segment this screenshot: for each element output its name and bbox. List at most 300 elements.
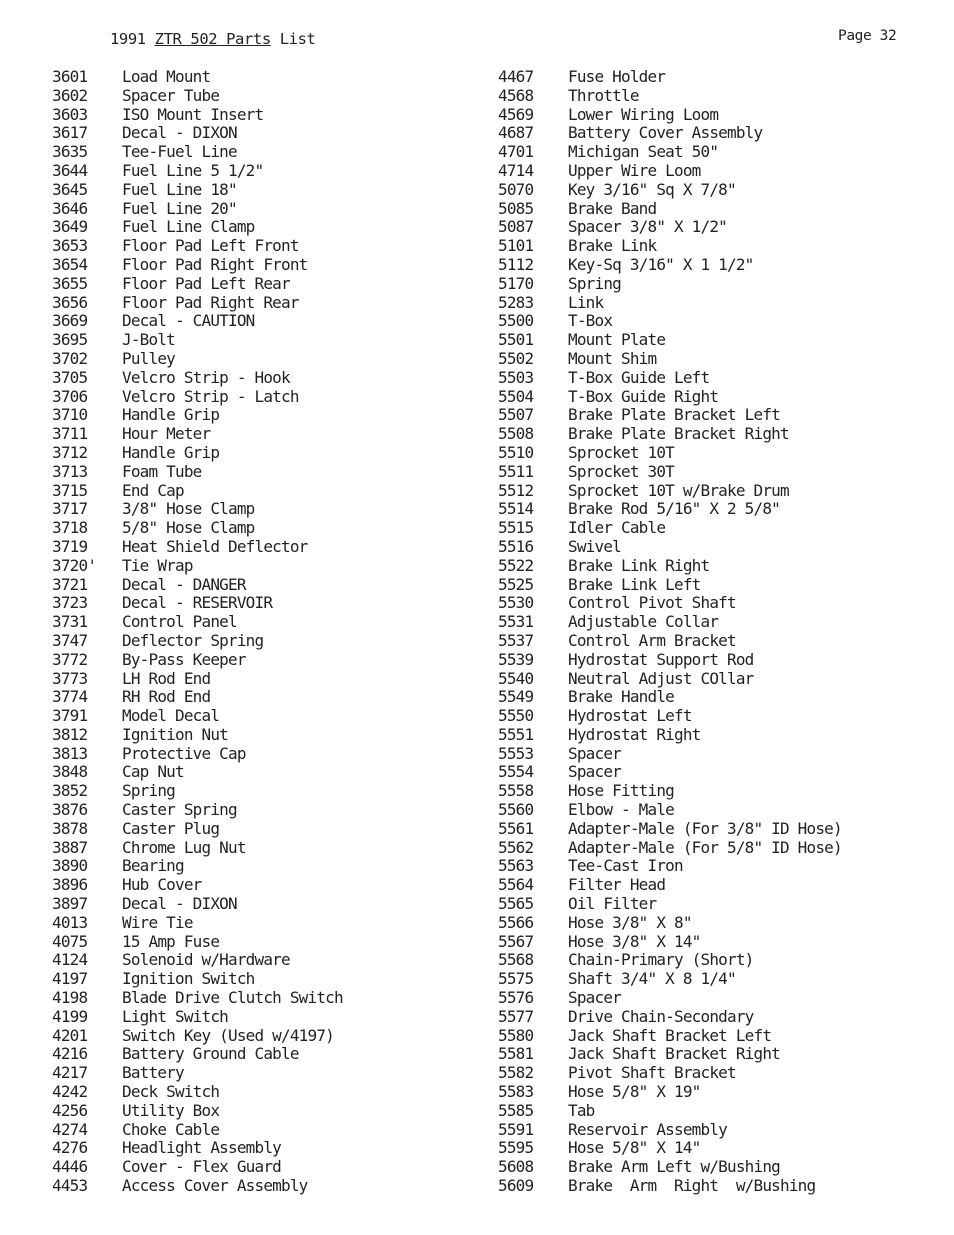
- part-description: Brake Arm Left w/Bushing: [568, 1157, 780, 1177]
- part-description: Deck Switch: [122, 1082, 220, 1102]
- part-description: Brake Handle: [568, 687, 674, 707]
- part-row: [52, 106, 343, 125]
- part-description: Hydrostat Support Rod: [568, 649, 754, 669]
- part-description: Light Switch: [122, 1006, 228, 1026]
- part-number: 5553: [498, 743, 534, 763]
- part-description: Fuel Line 20": [122, 198, 237, 218]
- part-number: 5563: [498, 856, 534, 876]
- part-row: [52, 651, 343, 670]
- title-year: 1991: [110, 30, 146, 48]
- part-row: [498, 331, 842, 350]
- part-number: 3654: [52, 254, 88, 274]
- part-row: [498, 482, 842, 501]
- part-number: 5561: [498, 818, 534, 838]
- part-number: 4274: [52, 1119, 88, 1139]
- part-row: [52, 369, 343, 388]
- part-number: 4568: [498, 85, 534, 105]
- part-row: [52, 143, 343, 162]
- parts-list-left-column: [52, 68, 343, 1196]
- part-row: [52, 895, 343, 914]
- part-description: Model Decal: [122, 706, 220, 726]
- part-number: 5554: [498, 762, 534, 782]
- part-description: Load Mount: [122, 67, 211, 86]
- part-description: Spring: [122, 781, 175, 801]
- part-row: [52, 726, 343, 745]
- part-description: Swivel: [568, 536, 621, 556]
- part-description: Brake Arm Right w/Bushing: [568, 1176, 816, 1196]
- part-number: 5591: [498, 1119, 534, 1139]
- part-number: 3721: [52, 574, 88, 594]
- part-row: [498, 218, 842, 237]
- part-number: 5070: [498, 179, 534, 199]
- part-row: [498, 275, 842, 294]
- part-number: 5583: [498, 1082, 534, 1102]
- part-row: [52, 632, 343, 651]
- part-description: Velcro Strip - Hook: [122, 367, 290, 387]
- part-row: [498, 1008, 842, 1027]
- part-row: [498, 124, 842, 143]
- part-row: [498, 312, 842, 331]
- part-description: Switch Key (Used w/4197): [122, 1025, 334, 1045]
- part-number: 5504: [498, 386, 534, 406]
- part-row: [498, 745, 842, 764]
- part-number: 3719: [52, 536, 88, 556]
- part-row: [52, 1064, 343, 1083]
- part-row: [52, 933, 343, 952]
- part-number: 3713: [52, 461, 88, 481]
- part-number: 3812: [52, 724, 88, 744]
- part-number: 3711: [52, 424, 88, 444]
- title-model: ZTR 502 Parts: [154, 30, 271, 48]
- part-description: Tab: [568, 1100, 595, 1120]
- part-description: Oil Filter: [568, 894, 657, 914]
- part-row: [52, 876, 343, 895]
- part-number: 3712: [52, 442, 88, 462]
- part-number: 3706: [52, 386, 88, 406]
- part-description: Floor Pad Left Rear: [122, 273, 290, 293]
- part-number: 5582: [498, 1063, 534, 1083]
- part-description: LH Rod End: [122, 668, 211, 688]
- part-row: [498, 294, 842, 313]
- part-description: Handle Grip: [122, 442, 220, 462]
- part-description: Spacer Tube: [122, 85, 220, 105]
- part-description: Caster Plug: [122, 818, 220, 838]
- part-row: [498, 444, 842, 463]
- part-description: Decal - CAUTION: [122, 311, 255, 331]
- part-number: 5558: [498, 781, 534, 801]
- part-description: Velcro Strip - Latch: [122, 386, 299, 406]
- part-row: [498, 895, 842, 914]
- part-number: 5085: [498, 198, 534, 218]
- part-description: Lower Wiring Loom: [568, 104, 719, 124]
- part-description: Drive Chain-Secondary: [568, 1006, 754, 1026]
- part-description: Headlight Assembly: [122, 1138, 281, 1158]
- part-description: 5/8" Hose Clamp: [122, 518, 255, 538]
- part-number: 5595: [498, 1138, 534, 1158]
- part-row: [498, 1102, 842, 1121]
- part-number: 3897: [52, 894, 88, 914]
- part-row: [498, 763, 842, 782]
- part-description: Choke Cable: [122, 1119, 220, 1139]
- part-description: Utility Box: [122, 1100, 220, 1120]
- part-number: 5530: [498, 593, 534, 613]
- part-row: [498, 782, 842, 801]
- part-number: 3731: [52, 612, 88, 632]
- part-description: Elbow - Male: [568, 800, 674, 820]
- part-row: [52, 970, 343, 989]
- part-description: Hose Fitting: [568, 781, 674, 801]
- part-row: [498, 576, 842, 595]
- part-number: 3774: [52, 687, 88, 707]
- part-row: [52, 951, 343, 970]
- part-number: 5567: [498, 931, 534, 951]
- part-description: Floor Pad Right Rear: [122, 292, 299, 312]
- part-row: [498, 87, 842, 106]
- part-number: 3669: [52, 311, 88, 331]
- part-description: Hose 3/8" X 14": [568, 931, 701, 951]
- part-description: Adjustable Collar: [568, 612, 719, 632]
- part-number: 3656: [52, 292, 88, 312]
- part-description: Reservoir Assembly: [568, 1119, 727, 1139]
- part-description: Hub Cover: [122, 875, 202, 895]
- part-number: 3791: [52, 706, 88, 726]
- part-row: [498, 688, 842, 707]
- part-row: [498, 463, 842, 482]
- part-row: [52, 181, 343, 200]
- part-description: Battery: [122, 1063, 184, 1083]
- part-description: Control Pivot Shaft: [568, 593, 736, 613]
- part-row: [498, 1027, 842, 1046]
- part-row: [52, 388, 343, 407]
- part-number: 4199: [52, 1006, 88, 1026]
- part-row: [52, 670, 343, 689]
- part-description: Control Arm Bracket: [568, 630, 736, 650]
- part-row: [498, 425, 842, 444]
- part-description: Upper Wire Loom: [568, 160, 701, 180]
- part-row: [52, 519, 343, 538]
- part-row: [52, 331, 343, 350]
- part-number: 5580: [498, 1025, 534, 1045]
- part-number: 5560: [498, 800, 534, 820]
- part-row: [52, 857, 343, 876]
- part-number: 3603: [52, 104, 88, 124]
- part-description: Adapter-Male (For 5/8" ID Hose): [568, 837, 842, 857]
- part-description: Brake Link Left: [568, 574, 701, 594]
- part-number: 5507: [498, 405, 534, 425]
- part-description: Sprocket 30T: [568, 461, 674, 481]
- part-description: Heat Shield Deflector: [122, 536, 308, 556]
- part-number: 5525: [498, 574, 534, 594]
- part-row: [498, 181, 842, 200]
- part-description: Battery Ground Cable: [122, 1044, 299, 1064]
- part-row: [498, 557, 842, 576]
- part-description: Sprocket 10T: [568, 442, 674, 462]
- part-row: [52, 294, 343, 313]
- part-description: Throttle: [568, 85, 639, 105]
- part-description: Handle Grip: [122, 405, 220, 425]
- part-description: Shaft 3/4" X 8 1/4": [568, 969, 736, 989]
- part-row: [498, 801, 842, 820]
- part-row: [498, 632, 842, 651]
- part-row: [498, 839, 842, 858]
- part-description: Brake Plate Bracket Left: [568, 405, 780, 425]
- part-row: [52, 707, 343, 726]
- part-description: Foam Tube: [122, 461, 202, 481]
- part-row: [498, 876, 842, 895]
- part-row: [498, 1045, 842, 1064]
- part-number: 4217: [52, 1063, 88, 1083]
- part-number: 5502: [498, 348, 534, 368]
- title-suffix: List: [279, 30, 316, 48]
- part-number: 5566: [498, 912, 534, 932]
- part-number: 4687: [498, 123, 534, 143]
- part-number: 5515: [498, 518, 534, 538]
- part-description: Mount Shim: [568, 348, 657, 368]
- part-description: Michigan Seat 50": [568, 142, 719, 162]
- part-description: Floor Pad Right Front: [122, 254, 308, 274]
- part-number: 5514: [498, 499, 534, 519]
- part-number: 5577: [498, 1006, 534, 1026]
- part-description: Ignition Switch: [122, 969, 255, 989]
- part-description: Spring: [568, 273, 621, 293]
- part-row: [498, 989, 842, 1008]
- part-row: [52, 1121, 343, 1140]
- part-number: 4242: [52, 1082, 88, 1102]
- part-row: [52, 1102, 343, 1121]
- part-row: [52, 162, 343, 181]
- part-description: Hour Meter: [122, 424, 211, 444]
- part-row: [52, 275, 343, 294]
- part-number: 5170: [498, 273, 534, 293]
- part-description: Bearing: [122, 856, 184, 876]
- part-row: [498, 500, 842, 519]
- part-number: 3602: [52, 85, 88, 105]
- part-number: 5508: [498, 424, 534, 444]
- part-number: 3718: [52, 518, 88, 538]
- part-description: Hydrostat Left: [568, 706, 692, 726]
- part-description: End Cap: [122, 480, 184, 500]
- part-row: [52, 1158, 343, 1177]
- part-number: 3646: [52, 198, 88, 218]
- part-row: [498, 237, 842, 256]
- part-number: 4446: [52, 1157, 88, 1177]
- part-number: 4714: [498, 160, 534, 180]
- part-row: [52, 613, 343, 632]
- part-number: 5550: [498, 706, 534, 726]
- part-row: [52, 839, 343, 858]
- part-row: [52, 1045, 343, 1064]
- part-row: [52, 801, 343, 820]
- part-row: [52, 463, 343, 482]
- part-number: 5531: [498, 612, 534, 632]
- part-row: [52, 68, 343, 87]
- part-description: Brake Rod 5/16" X 2 5/8": [568, 499, 780, 519]
- part-description: Chrome Lug Nut: [122, 837, 246, 857]
- part-row: [52, 763, 343, 782]
- part-row: [498, 369, 842, 388]
- part-number: 5511: [498, 461, 534, 481]
- part-description: J-Bolt: [122, 330, 175, 350]
- part-number: 3723: [52, 593, 88, 613]
- part-number: 4467: [498, 67, 534, 86]
- part-number: 5551: [498, 724, 534, 744]
- part-row: [498, 651, 842, 670]
- part-description: 3/8" Hose Clamp: [122, 499, 255, 519]
- part-description: Cover - Flex Guard: [122, 1157, 281, 1177]
- part-description: ISO Mount Insert: [122, 104, 264, 124]
- part-row: [52, 1008, 343, 1027]
- part-number: 5510: [498, 442, 534, 462]
- part-number: 5549: [498, 687, 534, 707]
- part-row: [498, 1177, 842, 1196]
- part-number: 5283: [498, 292, 534, 312]
- part-description: Idler Cable: [568, 518, 666, 538]
- part-number: 4701: [498, 142, 534, 162]
- part-description: By-Pass Keeper: [122, 649, 246, 669]
- part-description: Decal - DANGER: [122, 574, 246, 594]
- part-number: 5581: [498, 1044, 534, 1064]
- part-description: Solenoid w/Hardware: [122, 950, 290, 970]
- part-row: [498, 820, 842, 839]
- part-row: [52, 124, 343, 143]
- part-description: Ignition Nut: [122, 724, 228, 744]
- part-row: [52, 688, 343, 707]
- part-row: [52, 782, 343, 801]
- part-row: [52, 820, 343, 839]
- part-row: [498, 970, 842, 989]
- part-number: 3876: [52, 800, 88, 820]
- part-number: 5608: [498, 1157, 534, 1177]
- part-row: [52, 745, 343, 764]
- part-row: [498, 951, 842, 970]
- part-description: Hose 5/8" X 14": [568, 1138, 701, 1158]
- part-row: [498, 1139, 842, 1158]
- part-row: [498, 256, 842, 275]
- part-row: [52, 87, 343, 106]
- part-row: [52, 350, 343, 369]
- part-number: 4013: [52, 912, 88, 932]
- part-number: 5503: [498, 367, 534, 387]
- part-row: [52, 914, 343, 933]
- part-row: [52, 218, 343, 237]
- part-description: Adapter-Male (For 3/8" ID Hose): [568, 818, 842, 838]
- part-number: 4453: [52, 1176, 88, 1196]
- part-description: Chain-Primary (Short): [568, 950, 754, 970]
- part-row: [52, 256, 343, 275]
- part-row: [498, 594, 842, 613]
- part-number: 3715: [52, 480, 88, 500]
- part-number: 4201: [52, 1025, 88, 1045]
- part-description: Mount Plate: [568, 330, 666, 350]
- part-description: Key 3/16" Sq X 7/8": [568, 179, 736, 199]
- part-description: Hose 5/8" X 19": [568, 1082, 701, 1102]
- part-number: 3644: [52, 160, 88, 180]
- part-description: Jack Shaft Bracket Left: [568, 1025, 772, 1045]
- part-number: 4198: [52, 988, 88, 1008]
- part-row: [52, 406, 343, 425]
- part-row: [498, 857, 842, 876]
- part-row: [498, 914, 842, 933]
- part-row: [498, 68, 842, 87]
- part-number: 3773: [52, 668, 88, 688]
- part-description: RH Rod End: [122, 687, 211, 707]
- part-description: Spacer: [568, 988, 621, 1008]
- part-row: [52, 1177, 343, 1196]
- part-number: 3717: [52, 499, 88, 519]
- part-description: Spacer: [568, 762, 621, 782]
- part-description: Link: [568, 292, 604, 312]
- part-description: Brake Link: [568, 236, 657, 256]
- part-description: Brake Band: [568, 198, 657, 218]
- page-number: Page 32: [838, 28, 897, 44]
- part-number: 3705: [52, 367, 88, 387]
- part-row: [498, 162, 842, 181]
- part-description: T-Box: [568, 311, 613, 331]
- part-description: Tie Wrap: [122, 555, 193, 575]
- part-description: T-Box Guide Right: [568, 386, 719, 406]
- part-row: [498, 1158, 842, 1177]
- part-number: 3887: [52, 837, 88, 857]
- part-row: [498, 1121, 842, 1140]
- part-number: 4197: [52, 969, 88, 989]
- part-number: 3848: [52, 762, 88, 782]
- part-description: Caster Spring: [122, 800, 237, 820]
- part-row: [52, 200, 343, 219]
- part-row: [52, 425, 343, 444]
- part-number: 3617: [52, 123, 88, 143]
- part-description: Access Cover Assembly: [122, 1176, 308, 1196]
- part-description: Hose 3/8" X 8": [568, 912, 692, 932]
- part-number: 3878: [52, 818, 88, 838]
- part-description: Cap Nut: [122, 762, 184, 782]
- part-row: [498, 726, 842, 745]
- part-row: [52, 1139, 343, 1158]
- part-number: 5500: [498, 311, 534, 331]
- part-row: [498, 388, 842, 407]
- part-description: Brake Plate Bracket Right: [568, 424, 789, 444]
- part-row: [52, 237, 343, 256]
- part-row: [52, 576, 343, 595]
- part-number: 5585: [498, 1100, 534, 1120]
- part-description: Spacer: [568, 743, 621, 763]
- part-number: 5562: [498, 837, 534, 857]
- part-row: [498, 1083, 842, 1102]
- part-row: [498, 670, 842, 689]
- part-description: Filter Head: [568, 875, 666, 895]
- part-number: 5512: [498, 480, 534, 500]
- part-number: 5101: [498, 236, 534, 256]
- part-description: Key-Sq 3/16" X 1 1/2": [568, 254, 754, 274]
- part-number: 4124: [52, 950, 88, 970]
- part-description: Hydrostat Right: [568, 724, 701, 744]
- part-number: 3747: [52, 630, 88, 650]
- part-number: 5087: [498, 217, 534, 237]
- part-description: Sprocket 10T w/Brake Drum: [568, 480, 789, 500]
- part-number: 5522: [498, 555, 534, 575]
- part-number: 3890: [52, 856, 88, 876]
- part-number: 4569: [498, 104, 534, 124]
- part-number: 3601: [52, 67, 88, 86]
- part-description: Wire Tie: [122, 912, 193, 932]
- part-number: 5576: [498, 988, 534, 1008]
- part-number: 3653: [52, 236, 88, 256]
- part-number: 5540: [498, 668, 534, 688]
- part-description: Tee-Cast Iron: [568, 856, 683, 876]
- part-description: Tee-Fuel Line: [122, 142, 237, 162]
- part-description: Floor Pad Left Front: [122, 236, 299, 256]
- part-row: [52, 1027, 343, 1046]
- part-number: 5565: [498, 894, 534, 914]
